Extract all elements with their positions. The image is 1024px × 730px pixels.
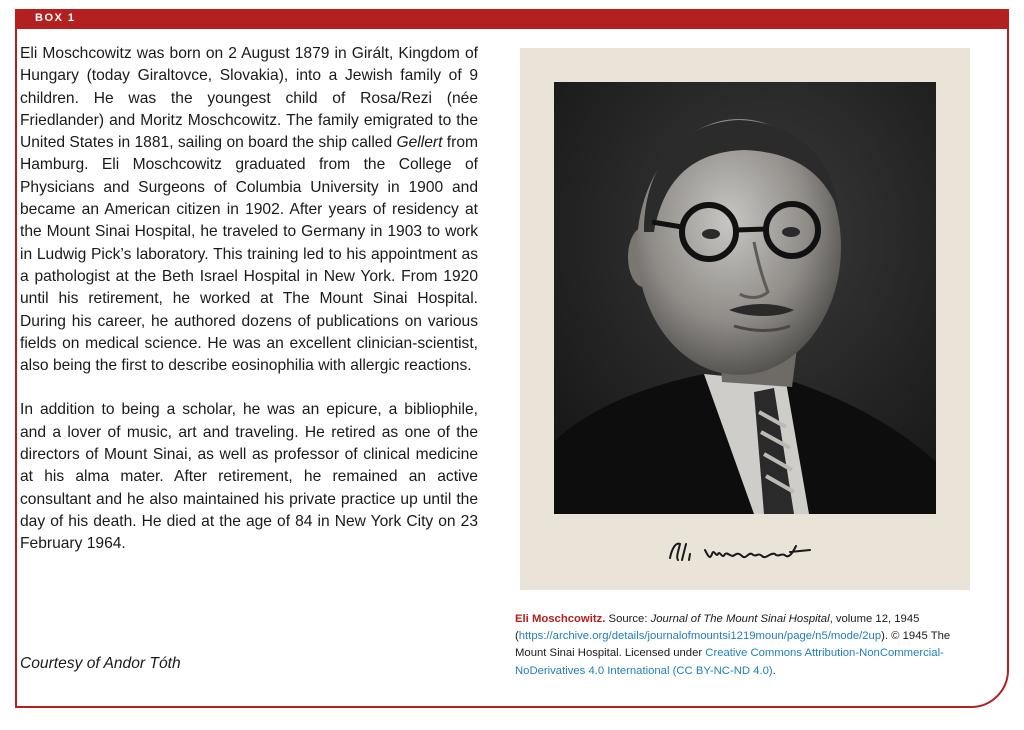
courtesy-credit: Courtesy of Andor Tóth [20,655,181,672]
caption-name: Eli Moschcowitz. [515,613,606,625]
caption-license-link[interactable]: Creative Commons Attribution-NonCommercial-NoDerivatives 4.0 International (CC BY-NC-ND 4.0) [515,647,944,677]
paragraph-1-part-2: from Hamburg. Eli Moschcowitz graduated from the College of Physicians and Surgeons of Columbia University in 1900 and became an American citizen in 1902. After years of residency at the Mount Sinai Hospital, he traveled to Germany in 1903 to work in Ludwig Pick’s laboratory. This training led to his appointment as a pathologist at the Beth Israel Hospital in New York. From 1920 until his retirement, he worked at The Mount Sinai Hospital. During his career, he authored dozens of publications on various fields on medical science. He was an excellent clinician-scientist, also being the first to describe eosinophilia with allergic reactions. [20,134,478,375]
caption-archive-link[interactable]: https://archive.org/details/journalofmountsi1219moun/page/n5/mode/2up [518,630,882,643]
ship-name: Gellert [396,134,443,152]
portrait-illustration [554,82,936,514]
caption-source-prefix: Source: [605,613,651,625]
box-label: BOX 1 [35,12,76,24]
caption-end: . [772,664,776,677]
box-header-bar [15,9,1009,29]
biography-paragraph-2: In addition to being a scholar, he was an epicure, a bibliophile, and a lover of music, art and traveling. He retired as one of the directors of Mount Sinai, as well as professor of clinical medicine at his alma mater. After retirement, he remained an active consultant and he also maintained his private practice up until the day of his death. He died at the age of 84 in New York City on 23 February 1964. [20,401,478,553]
portrait-photo [554,82,936,514]
caption-journal: Journal of The Mount Sinai Hospital [650,613,830,625]
caption-source-details: , volume 12, 1945 ( [515,613,920,643]
photo-caption [515,611,974,680]
signature-image [520,530,970,570]
biography-text [20,43,478,556]
biography-paragraph-1 [20,43,478,377]
paragraph-1-part-1: Eli Moschcowitz was born on 2 August 1879 in Girált, Kingdom of Hungary (today Giraltovce, Slovakia), into a Jewish family of 9 children. He was the youngest child of Rosa/Rezi (née Friedlander) and Moritz Moschcowitz. The family emigrated to the United States in 1881, sailing on board the ship called [20,45,478,152]
caption-copyright: ). © 1945 The Mount Sinai Hospital. Licensed under [515,630,951,660]
portrait-photo-mount [520,48,970,590]
